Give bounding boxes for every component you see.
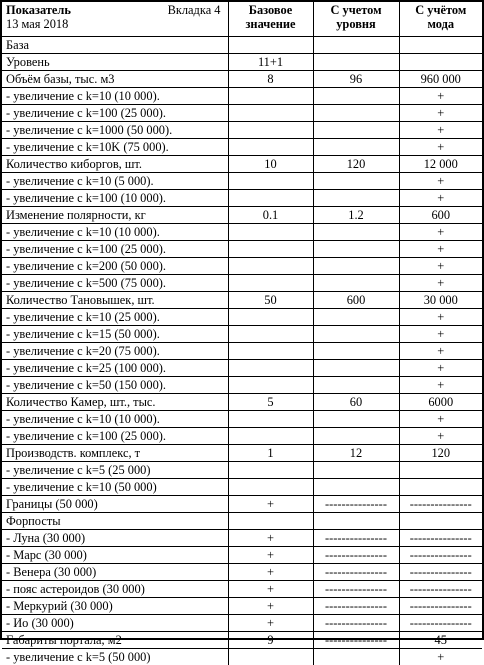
base-value-cell: 0.1 [228,207,313,224]
row-label-cell: - увеличение с k=1000 (50 000). [2,122,228,139]
table-row [2,530,482,547]
row-label-cell: Изменение полярности, кг [2,207,228,224]
mod-value-cell: --------------- [399,547,482,564]
level-value-cell [313,224,399,241]
mod-value-cell: --------------- [399,615,482,632]
level-value-cell [313,343,399,360]
mod-value-cell [399,513,482,530]
table-row [2,139,482,156]
row-label-cell: - пояс астероидов (30 000) [2,581,228,598]
row-label-cell: - увеличение с k=100 (25 000). [2,105,228,122]
row-label-cell: - увеличение с k=10 (5 000). [2,173,228,190]
level-value-cell [313,122,399,139]
table-row [2,428,482,445]
table-row [2,71,482,88]
header-row [2,2,482,37]
header-base-line2: значение [229,17,313,31]
base-value-cell [228,309,313,326]
base-value-cell [228,360,313,377]
table-row [2,615,482,632]
mod-value-cell: + [399,241,482,258]
header-date: 13 мая 2018 [6,17,228,31]
table-row [2,632,482,649]
row-label-cell: - увеличение с k=100 (10 000). [2,190,228,207]
row-label-cell: - увеличение с k=200 (50 000). [2,258,228,275]
table-row [2,258,482,275]
level-value-cell: 96 [313,71,399,88]
table-row [2,207,482,224]
row-label-cell: - Ио (30 000) [2,615,228,632]
level-value-cell: --------------- [313,598,399,615]
level-value-cell: 60 [313,394,399,411]
level-value-cell [313,462,399,479]
base-value-cell: + [228,615,313,632]
table-row [2,54,482,71]
data-table [2,2,482,665]
header-mod-line2: мода [400,17,483,31]
mod-value-cell: + [399,105,482,122]
row-label-cell: - увеличение с k=15 (50 000). [2,326,228,343]
base-value-cell [228,241,313,258]
base-value-cell [228,105,313,122]
table-body [2,37,482,665]
mod-value-cell: --------------- [399,496,482,513]
mod-value-cell: 120 [399,445,482,462]
mod-value-cell: + [399,224,482,241]
header-base-line1: Базовое [229,3,313,17]
row-label-cell: - увеличение с k=10 (10 000). [2,88,228,105]
base-value-cell [228,122,313,139]
base-value-cell [228,88,313,105]
level-value-cell [313,411,399,428]
mod-value-cell: 45 [399,632,482,649]
table-row [2,190,482,207]
row-label-cell: - Луна (30 000) [2,530,228,547]
base-value-cell: + [228,598,313,615]
row-label-cell: Количество киборгов, шт. [2,156,228,173]
table-row [2,156,482,173]
level-value-cell [313,37,399,54]
base-value-cell: + [228,496,313,513]
level-value-cell [313,479,399,496]
base-value-cell [228,343,313,360]
mod-value-cell: + [399,275,482,292]
row-label-cell: Габариты портала, м2 [2,632,228,649]
table-row [2,241,482,258]
base-value-cell [228,479,313,496]
table-row [2,649,482,665]
base-value-cell: 9 [228,632,313,649]
base-value-cell: 1 [228,445,313,462]
row-label-cell: - увеличение с k=20 (75 000). [2,343,228,360]
level-value-cell [313,139,399,156]
base-value-cell [228,224,313,241]
mod-value-cell [399,54,482,71]
header-level-cell [313,2,399,37]
header-level-line1: С учетом [314,3,399,17]
row-label-cell: - увеличение с k=10 (10 000). [2,224,228,241]
base-value-cell: 5 [228,394,313,411]
base-value-cell: + [228,530,313,547]
mod-value-cell: + [399,411,482,428]
mod-value-cell: + [399,190,482,207]
row-label-cell: - увеличение с k=25 (100 000). [2,360,228,377]
row-label-cell: Границы (50 000) [2,496,228,513]
table-row [2,547,482,564]
level-value-cell [313,275,399,292]
mod-value-cell: --------------- [399,530,482,547]
table-row [2,292,482,309]
table-row [2,360,482,377]
level-value-cell [313,173,399,190]
row-label-cell: - увеличение с k=100 (25 000). [2,241,228,258]
row-label-cell: - Меркурий (30 000) [2,598,228,615]
row-label-cell: - увеличение с k=5 (50 000) [2,649,228,665]
mod-value-cell: + [399,326,482,343]
table-row [2,173,482,190]
base-value-cell: + [228,547,313,564]
row-label-cell: Уровень [2,54,228,71]
level-value-cell [313,190,399,207]
base-value-cell [228,428,313,445]
level-value-cell [313,326,399,343]
base-value-cell: 11+1 [228,54,313,71]
row-label-cell: - увеличение с k=10 (50 000) [2,479,228,496]
mod-value-cell: 600 [399,207,482,224]
table-row [2,598,482,615]
table-row [2,326,482,343]
table-row [2,564,482,581]
mod-value-cell: --------------- [399,598,482,615]
mod-value-cell [399,37,482,54]
level-value-cell [313,88,399,105]
header-base-cell [228,2,313,37]
mod-value-cell: + [399,139,482,156]
mod-value-cell: --------------- [399,581,482,598]
row-label-cell: Количество Тановышек, шт. [2,292,228,309]
base-value-cell [228,411,313,428]
tab-label: Вкладка 4 [168,3,221,17]
base-value-cell: 10 [228,156,313,173]
level-value-cell [313,360,399,377]
mod-value-cell: 6000 [399,394,482,411]
row-label-cell: - Марс (30 000) [2,547,228,564]
row-label-cell: - увеличение с k=10 (10 000). [2,411,228,428]
base-value-cell [228,377,313,394]
base-value-cell [228,275,313,292]
table-row [2,309,482,326]
level-value-cell: --------------- [313,496,399,513]
level-value-cell [313,513,399,530]
header-mod-line1: С учётом [400,3,483,17]
mod-value-cell: + [399,88,482,105]
base-value-cell [228,649,313,665]
table-row [2,88,482,105]
level-value-cell [313,105,399,122]
row-label-cell: - увеличение с k=5 (25 000) [2,462,228,479]
level-value-cell: 12 [313,445,399,462]
row-label-cell: - увеличение с k=50 (150 000). [2,377,228,394]
base-value-cell [228,258,313,275]
level-value-cell: 120 [313,156,399,173]
base-value-cell: 50 [228,292,313,309]
row-label-cell: Объём базы, тыс. м3 [2,71,228,88]
row-label-cell: Форпосты [2,513,228,530]
table-row [2,411,482,428]
row-label-cell: - увеличение с k=500 (75 000). [2,275,228,292]
table-row [2,445,482,462]
row-label-cell: - Венера (30 000) [2,564,228,581]
mod-value-cell: + [399,309,482,326]
level-value-cell [313,258,399,275]
header-level-line2: уровня [314,17,399,31]
level-value-cell: 1.2 [313,207,399,224]
table-row [2,275,482,292]
table-row [2,462,482,479]
mod-value-cell: + [399,428,482,445]
table-row [2,37,482,54]
level-value-cell: --------------- [313,632,399,649]
base-value-cell: 8 [228,71,313,88]
header-parameter-cell [2,2,228,37]
mod-value-cell: + [399,173,482,190]
level-value-cell [313,377,399,394]
header-parameter-label: Показатель [6,3,71,17]
mod-value-cell: + [399,649,482,665]
base-value-cell [228,139,313,156]
table-row [2,122,482,139]
mod-value-cell: 12 000 [399,156,482,173]
level-value-cell: --------------- [313,615,399,632]
base-value-cell [228,173,313,190]
mod-value-cell: 30 000 [399,292,482,309]
base-value-cell [228,462,313,479]
level-value-cell [313,54,399,71]
table-row [2,224,482,241]
row-label-cell: - увеличение с k=100 (25 000). [2,428,228,445]
base-value-cell: + [228,581,313,598]
level-value-cell [313,309,399,326]
mod-value-cell [399,462,482,479]
level-value-cell [313,241,399,258]
header-mod-cell [399,2,482,37]
mod-value-cell: --------------- [399,564,482,581]
row-label-cell: - увеличение с k=10K (75 000). [2,139,228,156]
base-value-cell: + [228,564,313,581]
level-value-cell [313,649,399,665]
base-value-cell [228,37,313,54]
table-row [2,105,482,122]
table-row [2,513,482,530]
row-label-cell: Количество Камер, шт., тыс. [2,394,228,411]
mod-value-cell: 960 000 [399,71,482,88]
level-value-cell: --------------- [313,547,399,564]
row-label-cell: База [2,37,228,54]
row-label-cell: - увеличение с k=10 (25 000). [2,309,228,326]
table-row [2,479,482,496]
level-value-cell: --------------- [313,530,399,547]
level-value-cell: --------------- [313,581,399,598]
level-value-cell [313,428,399,445]
table-row [2,496,482,513]
row-label-cell: Производств. комплекс, т [2,445,228,462]
table-row [2,343,482,360]
mod-value-cell: + [399,122,482,139]
table-row [2,377,482,394]
mod-value-cell: + [399,343,482,360]
base-value-cell [228,326,313,343]
level-value-cell: --------------- [313,564,399,581]
base-value-cell [228,190,313,207]
base-value-cell [228,513,313,530]
table-row [2,581,482,598]
mod-value-cell: + [399,258,482,275]
level-value-cell: 600 [313,292,399,309]
mod-value-cell: + [399,360,482,377]
mod-value-cell [399,479,482,496]
table-row [2,394,482,411]
mod-value-cell: + [399,377,482,394]
